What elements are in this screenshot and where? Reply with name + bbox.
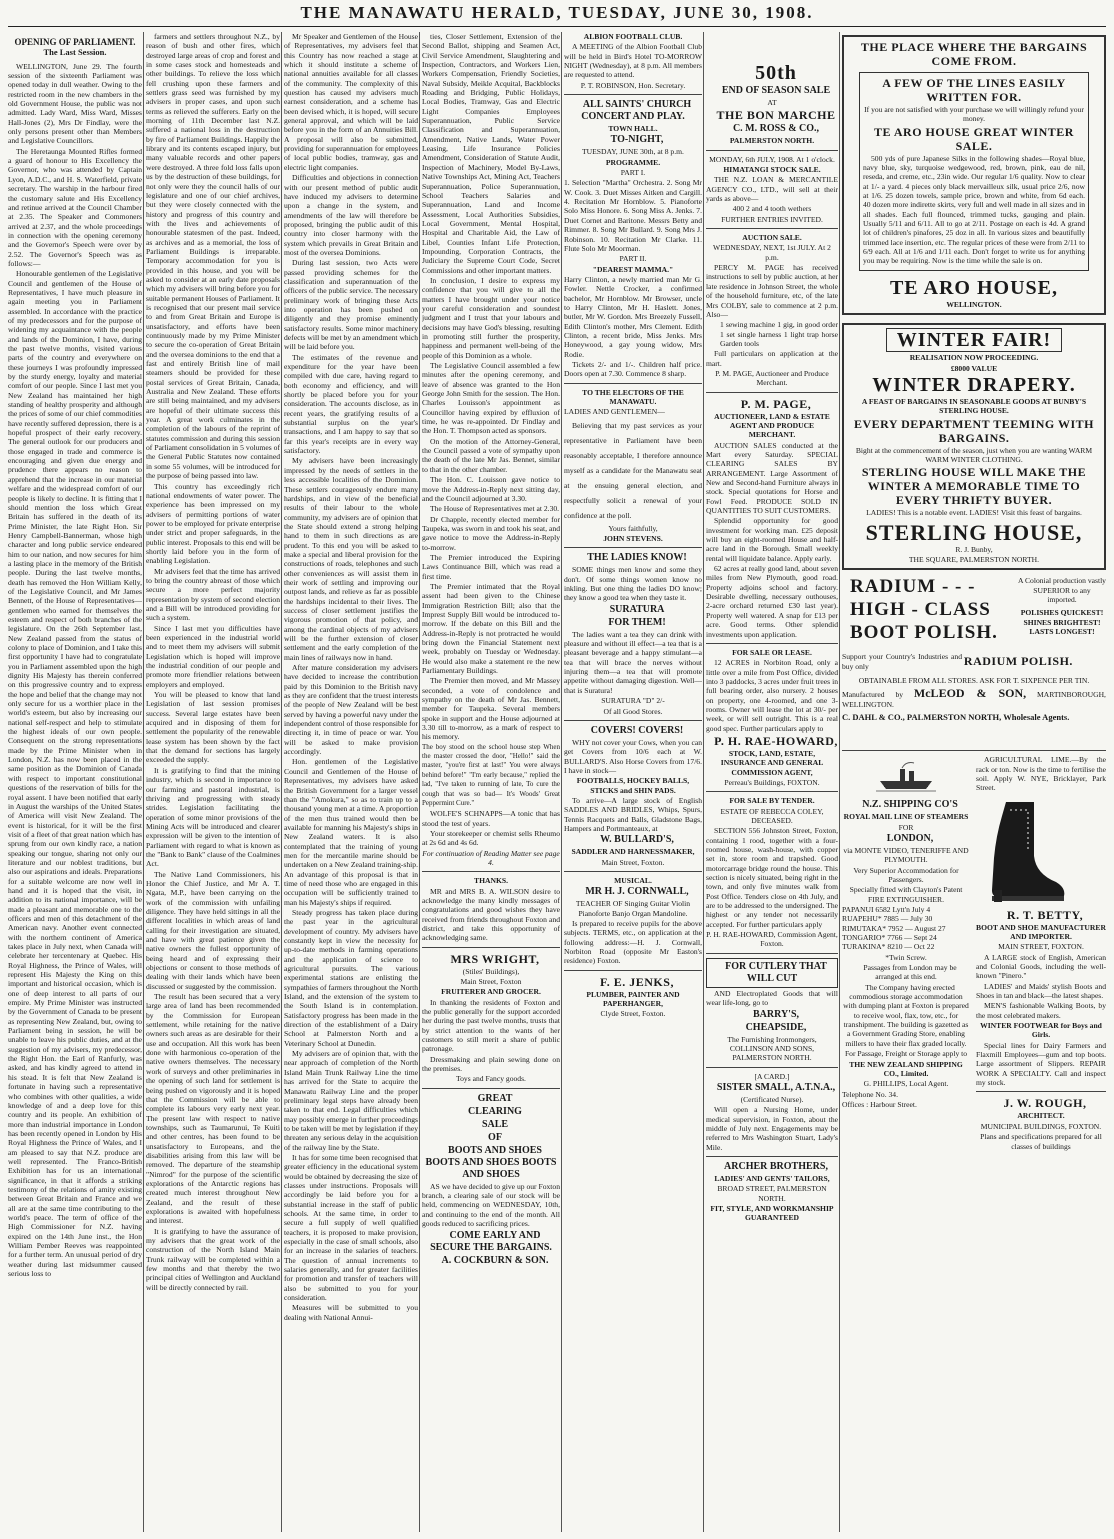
divider [422,871,560,872]
article-paragraph: Difficulties and objections in connection with our present method of public audit have induced my advisers to determine upon a change in the system, and amendments of the law will therefore be proposed, bringing the public audit of this country into closer harmony with the system which prevails in Great Britain and most of the oversea Dominions. [284,173,418,257]
pmpage-heading: P. M. PAGE, [740,396,812,411]
pmpage-text: AUCTION SALES conducted at the Mart every Saturday. SPECIAL CLEARING SALES BY ARRANGEMENT. Large Assortment of New and Second-hand Furniture always in stock. Special quotations for Horse and Fowl Feed. PRODUCE SOLD IN QUANTITIES TO SUIT CUSTOMERS. [706,440,838,516]
albion-signature: P. T. ROBINSON, Hon. Secretary. [580,80,686,90]
albion-text: A MEETING of the Albion Football Club will be held in Bird's Hotel TO-MORROW NIGHT (Wednesday), at 8 p.m. All members are requested to attend. [564,42,702,80]
radium-lines [842,576,1014,645]
bargains-heading: THE PLACE WHERE THE BARGAINS COME FROM. [860,40,1088,68]
archer-guarantee: FIT, STYLE, AND WORKMANSHIP GUARANTEED [710,1203,834,1223]
himatangi-date: MONDAY, 6th JULY, 1908. At 1 o'clock. [709,154,835,164]
shipping-advert [842,755,970,1110]
thanks-text: MR and MRS B. A. WILSON desire to acknowledge the many kindly messages of congratulations and good wishes they have received from friends throughout Foxton and district, and take this opportunity of acknowledging same. [422,886,560,943]
column-2 [146,32,280,1532]
himatangi-heading: HIMATANGI STOCK SALE. [723,165,821,175]
steamship-icon [876,757,936,797]
column-rule [839,32,840,1532]
offices: Offices : Harbour Street. [842,1099,917,1109]
article-paragraph: It is gratifying to find that the mining industry, which is second in importance to our farming and pastoral industrial, is thriving and progressing with steady strides. Legislation facilitating the operation of some minor provisions of the Mining Acts will be introduced and clearer expression will be given to the intention of Parliament with regard to what is known as the "Bank to Bank" clause of the Coalmines Act. [146,765,280,869]
archer-address: BROAD STREET, PALMERSTON NORTH. [717,1184,827,1203]
article-paragraph: Dr Chapple, recently elected member for Taupeka, was sworn in and took his seat, and gave notice to move the Address-in-Reply to-morrow. [422,514,560,552]
radium-advert [842,576,1106,746]
radium-line-3: BOOT POLISH. [850,622,998,644]
article-paragraph: The Premier intimated that the Royal assent had been given to the Chinese Immigration Restriction Bill; also that the Imprest Supply Bill would be introduced to-morrow. If the debate on this Bill and the Address-in-Reply is not protracted he would bring down the Financial Statement next week, probably on Tuesday or Wednesday. He would also make a statement re the new Parliamentary Buildings. [422,581,560,676]
article-paragraph: In conclusion, I desire to express my confidence that you will give to all the matters I have brought under your notice your careful consideration and soundest judgment and I trust that your labours and decisions may have God's blessing, resulting in promoting still further the prosperity, happiness and permanent well-being of the people of this Dominion as a whole. [422,275,560,360]
continuation-note: For continuation of Reading Matter see page 4. [422,848,560,867]
article-paragraph: The Legislative Council assembled a few minutes after the opening ceremony, and leave of absence was granted to the Hon George John Smith for the session. The Hon. Charles Louisson's appointment as Councillor having expired by effluxion of time, he was re-appointed. Dr Findlay and the Hon. T. Thompson acted as sponsors. [422,361,560,436]
masthead-title: THE MANAWATU HERALD, TUESDAY, JUNE 30, 1908. [300,3,814,22]
dahl-agents: C. DAHL & CO., PALMERSTON NORTH, Wholesale Agents. [842,711,1070,722]
article-paragraph: The Native Land Commissioners, his Honor the Chief Justice, and Mr A. T. Ngata, M.P., have been carrying on the work of the commission with unfailing diligence. They have held sittings in all the different localities in which areas of land calling for their investigation are situated, and have with great patience given the native owners the fullest opportunity of being heard and of expressing their objections or consent to those methods of dealing with their lands which have been discussed or suggested by the commission. [146,869,280,991]
jenks-address: Clyde Street, Foxton. [600,1009,666,1019]
rough-heading: J. W. ROUGH, [1003,1096,1087,1111]
article-subheading: The Last Session. [43,47,107,58]
manufactured-by: Manufactured by [842,690,904,700]
column-rule [419,32,420,1532]
article-heading: OPENING OF PARLIAMENT. [14,37,136,47]
sterling-house-heading: STERLING HOUSE, [865,519,1083,545]
page-auction-signature: P. M. PAGE, Auctioneer and Produce Merchant. [715,368,829,388]
twelve-acres-text: 12 ACRES in Norbiton Road, only a little over a mile from Post Office, divided into 3 paddocks, 3 acres under fruit trees in full bearing order, also nursery. 2 houses on property, one 4-roomed, and one 3-rooms. Owner will lease the lot at 30/- per week, or will sell outright. This is a real good spec. Further particulars apply to [706,658,838,733]
te-aro-inner-box [859,72,1089,271]
sterling-make-winter: STERLING HOUSE WILL MAKE THE WINTER A MEMORABLE TIME TO EVERY THRIFTY BUYER. [861,465,1087,508]
masthead [0,0,1114,28]
albion-heading: ALBION FOOTBALL CLUB. [583,32,683,41]
wright-text: In thanking the residents of Foxton and the public generally for the support accorded her during the past twelve months, trusts that by strict attention to the wants of her customers to still merit a share of public patronage. [422,997,560,1054]
article-paragraph: On the motion of the Attorney-General, the Council passed a vote of sympathy upon the death of the late Mr Jas. Bennet, similar to that in the other chamber. [422,436,560,474]
divider [706,643,838,644]
superior-accommodation: Very Superior Accommodation for Passengers. [853,865,959,884]
electroplated-text: AND Electroplated Goods that will wear life-long, go to [706,988,838,1008]
article-paragraph: The Hon. C. Louisson gave notice to move the Address-in-Reply next sitting day, and the Council adjourned at 3.30. [422,475,560,503]
feast-of-bargains: A FEAST OF BARGAINS IN SEASONABLE GOODS AT BUNBY'S STERLING HOUSE. [861,396,1087,416]
further-entries: FURTHER ENTRIES INVITED. [721,214,823,224]
nzloan-text: THE N.Z. LOAN & MERCANTILE AGENCY CO., LTD., will sell at their yards as above— [706,175,838,204]
divider [564,94,702,95]
architect: ARCHITECT. [1017,1111,1065,1121]
suratura-price: SURATURA "D" 2/- [601,696,665,706]
divider [706,392,838,393]
refund-note: If you are not satisfied with your purchase we will willingly refund your money. [864,105,1084,124]
concert-date: TUESDAY, JUNE 30th, at 8 p.m. [582,147,684,157]
bullard-heading: W. BULLARD'S, [600,834,674,846]
plans-note: Plans and specifications prepared for all classes of buildings [980,1132,1102,1151]
bight-text: Bight at the commencement of the season, just when you are wanting WARM WARM WINTER CLOTHING. [855,445,1093,464]
mcleod-address: MARTINBOROUGH, WELLINGTON. [842,690,1106,709]
divider [422,1088,560,1089]
pmpage-trade: AUCTIONEER, LAND & ESTATE AGENT AND PRODUCE MERCHANT. [714,411,830,440]
every-department: EVERY DEPARTMENT TEEMING WITH BARGAINS. [853,416,1095,445]
fiftieth-sale: 50th [755,62,797,84]
fire-extinguisher: Specially fitted with Clayton's Patent FIRE EXTINGUISHER. [849,885,963,904]
polishes-quickest: POLISHES QUICKEST! SHINES BRIGHTEST! LASTS LONGEST! [1020,608,1104,636]
jenks-trade: PLUMBER, PAINTER AND PAPERHANGER, [586,989,680,1009]
betty-trade: BOOT AND SHOE MANUFACTURER AND IMPORTER. [976,922,1106,941]
covers-heading: COVERS! COVERS! [590,724,684,736]
article-paragraph: The House of Representatives met at 2.30. [430,504,560,514]
suratura-intro: SOME things men know and some they don't. Of some things women know no inkling. But one thing the ladies DO know; they know a good tea when they taste it. [564,565,702,603]
article-paragraph: Steady progress has taken place during the past year in the agricultural development of country. My advisers have constantly kept in view the necessity for up-to-date methods in farming operations and the application of science to agricultural pursuits. The various experimental stations are enlisting the sympathies of farmers throughout the North Island, and the extension of the system to the South Island is in contemplation. Satisfactory progress has been made in the direction of the establishment of a Dairy School at Palmerston North and a Veterinary School at Dunedin. [284,907,418,1048]
betty-heading: R. T. BETTY, [1006,907,1084,922]
tender-heading: FOR SALE BY TENDER. [729,796,815,806]
article-paragraph: The Heretaunga Mounted Rifles formed a guard of honour to His Excellency the Governor, who was attended by Captain Lyon, A.D.C., and H. S. Waterfield, private secretary. The warship in the harbour fired the customary salute and His Excellency and retinue arrived at the Council Chamber at 2.35. The Speaker and Commoners arrived at 2.37, and the whole proceedings in connection with the opening ceremony and the Governor's Speech were over by 2.52. The Governor's Speech was as follows:— [8,146,142,268]
ladies-know-heading: THE LADIES KNOW! [587,552,687,564]
article-paragraph: You will be pleased to know that land Legislation of last session promises success. Several large estates have been acquired and in disposing of them for settlement the popularity of the renewable lease system has been shown by the fact that the demand for sections has largely exceeded the supply. [146,690,280,765]
nzship-heading: N.Z. SHIPPING CO'S [862,799,958,811]
article-paragraph: Mr Speaker and Gentlemen of the House of Representatives, my advisers feel that this Country has now reached a stage at which it should institute a scheme of national annuities available for all classes of the community. The complexity of this question has caused my advisers much earnest consideration, and a scheme has been devised which, it is hoped, will secure general approval, and which will be laid before you in the form of an Annuities Bill. A proposal will also be submitted, providing for superannuation for employees of local public bodies, tramway, gas and electric light companies. [284,32,418,172]
te-aro-wellington: WELLINGTON. [946,299,1002,309]
wright-heading: MRS WRIGHT, [450,951,540,966]
cutlery-heading: FOR CUTLERY THAT WILL CUT [706,958,838,988]
come-early: COME EARLY AND SECURE THE BARGAINS. [430,1229,552,1253]
ironmongers: The Furnishing Ironmongers, COLLINSON AND SONS, PALMERSTON NORTH. [727,1034,817,1063]
mcleod-name: McLEOD & SON, [913,686,1027,701]
page-auction-particulars: Full particulars on application at the mart. [706,349,838,368]
divider [422,947,560,948]
bunby-name: R. J. Bunby, [955,544,993,554]
pmpage-investment: Splendid opportunity for good investment for working man. £25 deposit will buy an eight-roomed House and half-acre land in the Borough. Small weekly rental will liquidate balance. Apply early. [706,516,838,563]
article-paragraph: During last session, two Acts were passed providing schemes for the classification and superannuation of the officers of the public service. The necessary preliminary work of bringing these Acts into operation has been pushed on diligently and they promise eminently satisfactory results. Some minor machinery defects will be met by an amendment which will be laid before you. [284,258,418,352]
page-auction-text: PERCY M. PAGE has received instructions to sell by public auction, at her late residence in Johnson Street, the whole of the household furniture, etc, of the late Mrs COLBY, sale to commence at 2 p.m. Also— [706,263,838,319]
a-card: [A CARD.] [754,1071,790,1081]
winter-fair-heading: WINTER FAIR! [886,328,1062,352]
ladies-event: LADIES! This is a notable event. LADIES! Visit this feast of bargains. [866,508,1082,518]
company-note: The Company having erected commodious storage accommodation with dumping plant at Foxton is prepared to receive wool, flax, tow, etc., for transhipment. The building is gazetted as a Government Grading Store, enabling millers to have their flax graded locally. [843,982,969,1048]
play-title: "DEAREST MAMMA." [592,264,674,274]
article-paragraph: farmers and settlers throughout N.Z., by reason of bush and other fires, which destroyed large areas of crop and forest and in some cases stock and homesteads and other buildings. To relieve the loss which fell crushing upon these farmers and settlers grass seed was furnished by my advisers in proper cases, and upon such terms as relieved the sufferers. Early on the morning of 11th December last N.Z. suffered a national loss in the destruction by fire of Parliament Buildings. Happily the library and its contents escaped injury, but many valuable records and other papers were destroyed. A three fold loss falls upon us by the destruction of these buildings, for not only were they the council halls of our legislature and one of our chief archives, but they were closely connected with the history and progress of this country and with the lives and achievements of honourable statesmen of the past. Indeed, as archives and as a memorial, the loss of Parliament Buildings is irreparable. Temporary accommodation for you is provided in this house, and you will be asked to consider at an early date proposals which my advisers will bring before you for suitable permanent Houses of Parliament. It is recognised that our present mail service to and from Great Britain and Europe is unsatisfactory, and efforts have been continuously made by my Prime Minister to secure the co-operation of Great Britain and the oversea dominions to the end that a fast and entirely British line of mail steamers should be provided for these postal services of Great Britain, Canada, Australia and New Zealand. These efforts are still being maintained, and my advisers are hopeful of their ultimate success this year. A great work culminates in the completion of the labours of the reprint of statutes commission and during this session of Parliament consolidation in 5 volumes of the General Public Statutes now contained in some 55 volumes, will be introduced for the purpose of being passed into law. [146,32,280,481]
winter-fair-advert [842,323,1106,570]
article-paragraph: The estimates of the revenue and expenditure for the year have been compiled with due care, having regard to both economy and efficiency, and will shortly be placed before you for your consideration. The accounts disclose, as in recent years, the gratifying results of a substantial surplus on the year's transactions, and I am happy to say that so far this year's receipts are in every way satisfactory. [284,352,418,456]
winter-footwear: WINTER FOOTWEAR for Boys and Girls. [980,1021,1102,1040]
electors-heading: TO THE ELECTORS OF THE MANAWATU. [582,387,684,406]
ross-company: C. M. ROSS & CO., [732,123,820,135]
certificated-nurse: (Certificated Nurse). [740,1094,804,1104]
divider [564,871,702,872]
wright-toys: Toys and Fancy goods. [456,1074,526,1084]
divider [564,720,702,721]
pmpage-acres: 62 acres at really good land, about seven miles from New Plymouth, good road. Property adjoins school and factory. Desirable dwelling, necessary outhouses, 2-acre orchard returned £30 last year). Property well watered. A snap for £13 per acre. Good terms. Other splendid investments upon application. [706,564,838,639]
suratura-stores: Of all Good Stores. [603,706,663,716]
town-hall: TOWN HALL. [608,124,658,134]
raehoward-address: Perreau's Buildings, FOXTON. [724,777,820,787]
article-paragraph: The Premier then moved, and Mr Massey seconded, a vote of condolence and sympathy on the death of Mr Jas. Bennett, member for Taupeka. Several members spoke in support and the House adjourned at 3.30 till to-morrow, as a mark of respect to his memory. [422,676,560,742]
nzloan-stock: 400 2 and 4 tooth wethers [732,204,812,214]
column-rule [703,32,704,1532]
article-paragraph: Mr advisers feel that the time has arrived to bring the country abreast of those which secure a more perfect majority representation by system of second election and a Bill will be introduced providing for such a system. [146,566,280,623]
radium-line-1: RADIUM - - - [850,576,976,598]
sister-small-heading: SISTER SMALL, A.T.N.A., [716,1081,836,1093]
article-paragraph: My advisers have been increasingly impressed by the needs of settlers in the less accessible localities of the Dominion. These settlers courageously endure many hardships, and in view of the beneficial results of their labour to the whole community, my advisers are of opinion that the State should extend a strong helping hand to them in such directions as are prudent. To this end you will be asked to make a special and liberal provision for the constructions of roads, telephones and such other conveniences as will assist them in their work of settling and improving our outpost lands, and relieve as far as possible the hardships incidental to their lives. The success of closer settlement justifies the vigorous promotion of that policy, and among the cardinal objects of my advisers will be the further extension of closer settlement and the early completion of the main lines of railways now in hand. [284,456,418,662]
saddles-text: To arrive—A large stock of English SADDLES AND BRIDLES, Whips, Spurs, Tennis Racquets and Balls, Gladstone Bags, Hampers and Portmanteaux, at [564,795,702,833]
article-paragraph: It is gratifying to have the assurance of my advisers that the great work of the construction of the North Island Main Trunk railway will be completed within a few months and that thereby the two principal cities of Wellington and Auckland will be directly connected by rail. [146,1226,280,1292]
covers-text: WHY not cover your Cows, when you can get Covers from 10/6 each at W. BULLARD'S. Also Horse Covers from 17/6. I have in stock— [564,737,702,775]
london-heading: LONDON, [886,832,934,844]
clearing-sale-line: SALE [481,1118,509,1130]
divider [706,228,838,229]
divider [976,1091,1106,1092]
boot-illustration-icon [976,796,1068,906]
wright-address: Main Street, Foxton [460,977,522,986]
tonight: TO-NIGHT, [610,134,664,146]
cockburn-signature: A. COCKBURN & SON. [441,1254,549,1266]
programme-part-1: PART I. [620,168,646,178]
special-lines: Special lines for Dairy Farmers and Flaxmill Employees—gum and top boots. Large assortment of Slippers. REPAIR WORK A SPECIALTY. Call and inspect my stock. [976,1040,1106,1088]
play-cast: Harry Clinton, a newly married man Mr G. Fowler. Nettle Crocker, a confirmed bachelor, Mr Hornblow. Mr Browser, uncle to Harry Clinton, Mr H. Haslett. Jones, butler, Mr W. Gordon. Mrs Breezely Fussell, Edith Clinton's mother, Mrs Clement. Edith Clinton, a recent bride, Miss Jenks. Mrs Honeywood, a gay young widow, Mrs Rodie. [564,274,702,359]
wright-dressmaking: Dressmaking and plain sewing done on the premises. [422,1054,560,1074]
few-lines-heading: A FEW OF THE LINES EASILY WRITTEN FOR. [882,76,1066,104]
article-paragraph: My advisers are of opinion that, with the near approach of completion of the North Island Main Trunk Railway Line the time has arrived for the State to acquire the Manawatu Railway Line and the proper preliminary legal steps have already been taken to that end. Legal difficulties which may possibly emerge in further proceedings to be taken will be met by legislation if they threaten any serious delay in the acquisition of the railway line by the State. [284,1049,418,1152]
auction-date: WEDNESDAY, NEXT, 1st JULY. At 2 p.m. [713,243,831,262]
sister-small-text: Will open a Nursing Home, under medical supervision, in Foxton, about the middle of July next. Engagements may be referred to Mrs Washington Stuart, Lady's Mile. [706,1105,838,1152]
electors-text: Believing that my past services as your representative in Parliament have been reasonably acceptable, I therefore announce myself as a candidate for the Manawatu seat at the ensuing general election, and respectfully solicit a renewal of your confidence at the poll. [564,420,702,520]
programme-items: 1. Selection "Martha" Orchestra. 2. Song Mr W. Cook. 3. Duet Misses Aitken and Cargill. 4. Recitation Mr Hornblow. 5. Pianoforte Solo Miss Honore. 6. Song Miss A. Jenks. 7. Duet Cornet and Baritone. Messrs Betty and Rimmer. 8. Song Mr Bullard. 9. Song Mrs J. Robinson. 10. Recitation Mr Clarke. 11. Flute Solo Mr Moorman. [564,178,702,253]
at-word: AT [767,98,777,107]
peppermint-cure-verse: The boy stood on the school house step When the master crossed the door, "Hello!" said the master, "you're first at last!" You were always behind before!" "I'm early because," replied the lad, "I've taken to running of late, To cure the cough that was so bad— It's Woods' Great Peppermint Cure." [422,742,560,807]
archer-trade: LADIES' AND GENTS' TAILORS, [714,1173,830,1183]
rheumo-ad: Your storekeeper or chemist sells Rheumo at 2s 6d and 4s 6d. [422,828,560,848]
divider [706,791,838,792]
column-4 [422,32,560,1532]
cornwall-subjects: TEACHER OF Singing Guitar Violin Pianoforte Banjo Organ Mandoline. [575,899,691,918]
column-1 [8,32,142,1532]
bullard-address: Main Street, Foxton. [601,857,665,867]
clearing-sale-line: OF [488,1131,502,1143]
auction-sale-heading: AUCTION SALE. [742,233,802,243]
realisation: REALISATION NOW PROCEEDING. [909,353,1039,363]
royal-mail-line: ROYAL MAIL LINE OF STEAMERS [843,812,969,822]
column-rule [561,32,562,1532]
agricultural-lime: AGRICULTURAL LIME.—By the rack or ton. Now is the time to fertilise the soil. Apply W. NYE, Bricklayer, Park Street. [976,755,1106,793]
divider [564,383,702,384]
betty-address: MAIN STREET, FOXTON. [998,942,1084,952]
end-of-season-sale: END OF SEASON SALE [721,85,831,96]
electors-signature: JOHN STEVENS. [603,534,663,544]
for-them-heading: FOR THEM! [608,616,666,628]
masthead-rule [8,26,1106,27]
for-word: FOR [898,822,914,832]
boots-and-shoes: BOOTS AND SHOES BOOTS AND SHOES BOOTS AND SHOES [425,1144,557,1180]
lower-adverts [842,755,1106,1151]
article-paragraph: Honourable gentlemen of the Legislative Council and gentlemen of the House of Representatives, I have much pleasure in again meeting you in Parliament assembled. In accordance with the practice of my predecessors and for the purpose of widening my acquaintance with the people and lands of the Dominion, I have, during the past twelve months, visited various parts of the country and everywhere on these journeys I was profoundly impressed by the sturdy energy, loyalty and material comfort of our people. Since I last met you New Zealand has maintained her high standing of healthy prosperity and although the prices of some of our chief commodities have recently suffered depression, there is a hopeful prospect of their early recovery. The general outlook for our producers and those engaged in trade and commerce is encouraging and given due energy and prudence there appears no reason to apprehend that the increase in our material welfare and the widespread comfort of our people is likely to decline. It is fitting that I should mention the loss which Great Britain has suffered in the death of its Prime Minister, the late Right Hon. Sir Henry Campbell-Bannerman, whose high character and long public service endeared him to our nation, and now secures for him a lasting place in the memory of the British people. During the last twelve months, death has removed the Hon William Kelly, of the Legislative Council, and Mr James Bennett, of the House of Representatives—gentlemen who earned for themselves the esteem and respect of both branches of the legislature. On the 26th September last, New Zealand passed from the status of colony to place of Dominion, and I take this first opportunity I have had to congratulate you in Parliament assembled upon the high dignity His Majesty has therein conferred on this progressive country and to express the hope and belief that the change may not only secure for us a worthier place in the world's esteem, but also by increasing our national self-respect and help to stimulate the highest ideals of our own people. Consequent on the strong representations made by the Prime Minister when in London, N.Z. has now been placed in the same position as the Dominion of Canada with respect to important constitutional questions of the reservation of bills for the royal assent. I have been notified that early in August the warships of the United States of America will visit New Zealand. The event is historical, for it will be the first visit of a fleet of that great nation which has sprung from our own kindly race, a nation speaking our tongue, sharing not only our literature and our noblest traditions, but also our aspirations and ideals. Preparations for a suitable welcome are now well in hand and it is hoped that the visit, in addition to its national importance, will be made a pleasant and memorable one to the officers and men of this detachment of the American navy. Another event connected with the northern continent of America takes place in July next, when Canada will celebrate her tercentenary at Quebec. His Royal Highness, the Prince of Wales, will represent His Majesty the King on this important and historical occasion, which is one of deep interest to all parts of our empire. My Prime Minister was instructed by the Government of Canada to be present as representing New Zealand, but, owing to Parliament being in session, he will be unable to leave his public duties, and at the suggestion of my advisers, my predecessor, the Right Hon. the Earl of Ranfurly, was asked, and has kindly agreed to attend in his stead. It is felt that New Zealand is fortunate in having such a representative who combines with other qualities, a wide knowledge of and a deep love for this country and its people. An exhibition of more than industrial importance in London has been recently opened in London by His Royal Highness the Prince of Wales, and I am pleased to say that N.Z. produce are well represented. The Franco-British Exhibition has for us an international significance, in that it affords a striking testimony of the relations of amity existing between Great Britain and France and we all are at the same time contributing to the world's peace. The term of office of the High Commissioner for N.Z. having expired on the 14th June inst., the Hon William Pember Reeves was reappointed for a further term. An unusual period of dry weather during last midsummer caused serious loss to [8,269,142,1279]
raehoward-heading: P. H. RAE-HOWARD, [714,733,838,748]
thanks-heading: THANKS. [474,876,508,886]
te-aro-house-heading: TE ARO HOUSE, [889,276,1059,299]
municipal-buildings: MUNICIPAL BUILDINGS, FOXTON. [980,1121,1102,1131]
nzship-limited: THE NEW ZEALAND SHIPPING CO., Limited. [849,1059,963,1078]
concert-tickets: Tickets 2/- and 1/-. Children half price. Doors open at 7.30. Commence 8 sharp. [564,359,702,379]
divider [564,970,702,971]
article-paragraph: The Premier introduced the Expiring Laws Continuance Bill, which was read a first time. [422,552,560,581]
winter-drapery-heading: WINTER DRAPERY. [872,373,1076,396]
divider [842,750,1106,751]
bullard-trade: SADDLER AND HARNESSMAKER, [571,847,695,857]
raehoward-trade: STOCK, LAND, ESTATE, INSURANCE AND GENERAL COMMISSION AGENT, [720,748,824,777]
te-aro-sale-heading: TE ARO HOUSE GREAT WINTER SALE. [874,124,1074,153]
article-paragraph: The result has been secured that a very large area of land has been recommended by the Commission for European settlement, while retaining for the native owners such areas as are desirable for their use and occupation. All this work has been done with harmonious co-operation of the native owners themselves. The necessary work of surveys and other preliminaries in the opening of such land for settlement is being pushed on vigorously and it is hoped that the Commission will be able to complete its labours very early next year. The present law with respect to native townships, such as Taumarunui, Te Kuiti and other centres, has been found to be unsatisfactory to Europeans, and the disabilities arising from this law will be removed. The departure of the steamship "Nimrod" for the purpose of the scientific explorations of the Antarctic regions has created much interest throughout New Zealand, and the result of these explorations is awaited with hopefulness and interest. [146,992,280,1226]
palmerston-north: PALMERSTON NORTH. [729,136,815,146]
electors-salutation: LADIES AND GENTLEMEN— [564,407,665,417]
suratura-heading: SURATURA [609,603,665,615]
column-5 [564,32,702,1532]
clearing-sale-line: CLEARING [468,1105,522,1117]
page-auction-items: 1 sewing machine 1 gig, in good order 1 set single harness 1 light trap horse Garden tools [720,320,838,348]
article-paragraph: ties, Closer Settlement, Extension of the Second Ballot, shipping and Seamen Act, Civil Service Amendment, Slaughtering and Inspection, Contractors, and Workers Lien, Workers Compensation, Friendly Societies, Naval Subsidy, Meikle Acquital, Backblocks Roading and Bridging, Public Holidays, Local Bodies, Tramway, Gas and Electric Light Companies Employees Superannuation, Public Service Classification and Superannuation, Amendment, Native Lands, Water Power Leasing, Life Insurance Policies Amendment, Consideration of Statute Audit, Inspection of Machinery, Model By-Laws, Native Townships Act, Mining Act, Teachers Superannuation, Police Superannuation, School Teachers Salaries and Superannuation, Land and Income Assessment, Local Authorities Subsidies, Local Government, Mental Hospital, Hospital and Charitable Aid, the Law of Libel, Counties Infant Life Protection, Impounding, Corporation Contracts, the Judiciary the Supreme Court Code, Secret Commissions and other important matters. [422,32,560,275]
article-paragraph: Measures will be submitted to you dealing with National Annui- [284,1303,418,1322]
divider [706,1067,838,1068]
wolfe-schnapps-ad: WOLFE'S SCHNAPPS—A tonic that has stood the test of years. [422,809,560,828]
divider [706,150,838,151]
electors-yours: Yours faithfully, [608,523,658,533]
betty-advert [976,755,1106,1152]
clearing-sale-line: GREAT [477,1092,513,1104]
cornwall-text: Is prepared to receive pupils for the above subjects. TERMS, etc., on application at the following address:—H. J. Cornwall, Norbiton Road (opposite Mr Easton's residence) Foxton. [564,919,702,966]
musical-heading: MUSICAL. [614,875,652,885]
article-paragraph: After mature consideration my advisers have decided to increase the contribution paid by this Dominion to the British navy as they are confident that the truest interests of the people of New Zealand will be best served by having a powerful navy under the independent control of those responsible for directing it, in time of peace or war. You will be asked to make provision accordingly. [284,663,418,757]
mens-boots: MEN'S fashionable Walking Boots, by the most celebrated makers. [976,1001,1106,1020]
betty-stock: A LARGE stock of English, American and Colonial Goods, including the well-known "Pinero." [976,952,1106,981]
wright-subheading: (Stiles' Buildings), [462,966,520,976]
raehoward-signature: P. H. RAE-HOWARD, Commission Agent, Foxton. [706,930,838,949]
estate-heading: ESTATE OF REBECCA COLEY, DECEASED. [720,806,824,825]
article-paragraph: Since I last met you difficulties have been experienced in the industrial world and to meet them my advisers will submit Legislation which is hoped will improve the industrial condition of our people and promote more friendlier relations between employers and employed. [146,623,280,689]
column-6 [706,32,838,1532]
cornwall-heading: MR H. J. CORNWALL, [585,886,689,898]
article-paragraph: It has for some time been recognised that greater efficiency in the educational system would be obtained by decreasing the size of classes under instructions. Proposals will accordingly be laid before you for a substantial increase in the staff of public schools. At the same time, in order to secure a full supply of well qualified teachers, it is proposed to make provision, especially in the case of small schools, also for an increase in the salaries of teachers. The question of annual increments to salaries generally, and for greater facilities for promotion and transfer of teachers will also be submitted to you for your consideration. [284,1152,418,1303]
local-agent: G. PHILLIPS, Local Agent. [863,1079,949,1089]
column-7 [842,32,1106,1532]
section-text: SECTION 556 Johnston Street, Foxton, containing 1 rood, together with a four-roomed house, wash-house, with copper set in, store room and trapshed. Good motorcarrage bridge round the house. This section is nicely situated, being right in the town, and only five minutes walk from Post Office. Tenders close on 4th July, and are to be addressed to the undersigned. The highest or any tender not necessarily accepted. For further particulars apply [706,826,838,929]
all-saints-heading: ALL SAINTS' CHURCH CONCERT AND PLAY. [581,99,692,123]
passages-note: Passages from London may be arranged at this end. [863,963,957,982]
cheapside-heading: CHEAPSIDE, [745,1021,807,1033]
article-paragraph: WELLINGTON, June 29. The fourth session of the sixteenth Parliament was opened today in dull weather. Owing to the restricted room in the new chambers in the old Government House, the public was not admitted. Lady Ward, Miss Ward, Misses Hall-Jones (2), Mrs Dr Findlay, were the only persons present other than Members and Legislative Councillors. [8,61,142,146]
twin-screw: *Twin Screw. [885,952,927,962]
archer-heading: ARCHER BROTHERS, [724,1160,828,1172]
divider [564,547,702,548]
radium-bottom [842,652,1106,723]
value-8000: £8000 VALUE [950,363,998,373]
barrys-heading: BARRY'S, [752,1008,800,1020]
colonial-production: A Colonial production vastly SUPERIOR to any imported. [1018,576,1106,604]
for-sale-lease-heading: FOR SALE OR LEASE. [732,647,812,657]
te-aro-sale-text: 500 yds of pure Japanese Silks in the following shades—Royal blue, navy blue, sky, turquoise wedgewood, red, brown, pink, eau de nil, reseda, and creme, etc., 23in wide. Our regular 1/6 quality. Now to clear at 1/- a yard. 4 pieces only black mervailleux silk, usual price 2/6, now at 1/6. 25 dozen towels, sample price, brown and white, from 6d each. 40 dozen more indirette skirts, very full and well made in all sizes and in all shades. Each full flounced, trimmed tucks, gauging and plain. Usually 5/11 and 6/11. All to go at 2/11. Postage on each is 4d. A grand lot of children's pinafores, 25 doz in all. In various sizes and beautifully trimmed lace insertion, etc. The regular prices of these were from 2/11 to 6/9 each. All at 1/6 and 1/11 each. Don't forget to write us for anything you may be requiring. Now is the time while the sale is on. [863,153,1085,266]
clearing-sale-text: AS we have decided to give up our Foxton branch, a clearing sale of our stock will be held, commencing on WEDNESDAY, 10th, and continuing to the end of the month. All goods reduced to sacrificing prices. [422,1181,560,1229]
programme-heading: PROGRAMME. [605,157,661,167]
freight-note: For Passage, Freight or Storage apply to [844,1049,968,1059]
radium-polish-heading: RADIUM POLISH. [963,654,1073,669]
obtainable: OBTAINABLE FROM ALL STORES. ASK FOR T. SIXPENCE PER TIN. [858,675,1090,685]
divider [706,1156,838,1157]
mcleod-line [842,686,1106,709]
column-3 [284,32,418,1532]
radium-line-2: HIGH - CLASS [850,599,991,621]
column-rule [281,32,282,1532]
telephone: Telephone No. 34. [842,1089,898,1099]
column-rule [143,32,144,1532]
radium-claims [1018,576,1106,637]
article-paragraph: Hon. gentlemen of the Legislative Council and Gentlemen of the House of Representatives, my advisers have asked the British Government for a larger vessel than the "Amokura," so as to train up to a thousand young men at a time. A proportion of the men thus trained would then be available for manning his Majesty's ships in New Zealand waters. It is also contemplated that the training of young men for the mercantile marine should be undertaken on a New Zealand training-ship. An advantage of this proposal is that in time of need those who are engaged in this occupation will be sufficiently trained to man his Majesty's ships if required. [284,757,418,907]
sterling-address: THE SQUARE, PALMERSTON NORTH. [908,554,1040,564]
bon-marche: THE BON MARCHE [716,108,836,123]
steamer-schedule: PAPANUI 6582 Lytt'n July 4 RUAPEHU* 7885 — July 30 RIMUTAKA* 7952 — August 27 TONGARIO* 7766 — Sept 24 TURAKINA* 8210 — Oct 22 [842,905,946,952]
ladies-boots: LADIES' and Maids' stylish Boots and Shoes in tan and black—the latest shapes. [976,981,1106,1001]
wright-trade: FRUITERER AND GROCER. [441,987,541,997]
te-aro-advert [842,35,1106,315]
divider [706,953,838,954]
suratura-text: The ladies want a tea they can drink with pleasure and without ill effect—a tea that is a pleasant beverage and a happy stimulant—a tea that will brace the nerves without injuring them—a tea that will promote appetite without damaging digestion. Well—that is Suratura! [564,629,702,695]
support-industries: Support your Country's Industries and buy only [842,652,962,671]
article-paragraph: This country has exceedingly rich national endowments of water power. The experience has been impressed on my advisers of permitting portions of water power to be employed for private enterprise under strict and proper safeguards, in the public interest. Proposals to this end will be shortly laid before you in the form of enabling Legislation. [146,481,280,566]
programme-part-2: PART II. [619,254,647,264]
footballs: FOOTBALLS, HOCKEY BALLS, STICKS and SHIN PADS. [576,776,690,795]
via-route: via MONTE VIDEO, TENERIFFE AND PLYMOUTH. [843,845,969,865]
jenks-heading: F. E. JENKS, [600,974,674,989]
